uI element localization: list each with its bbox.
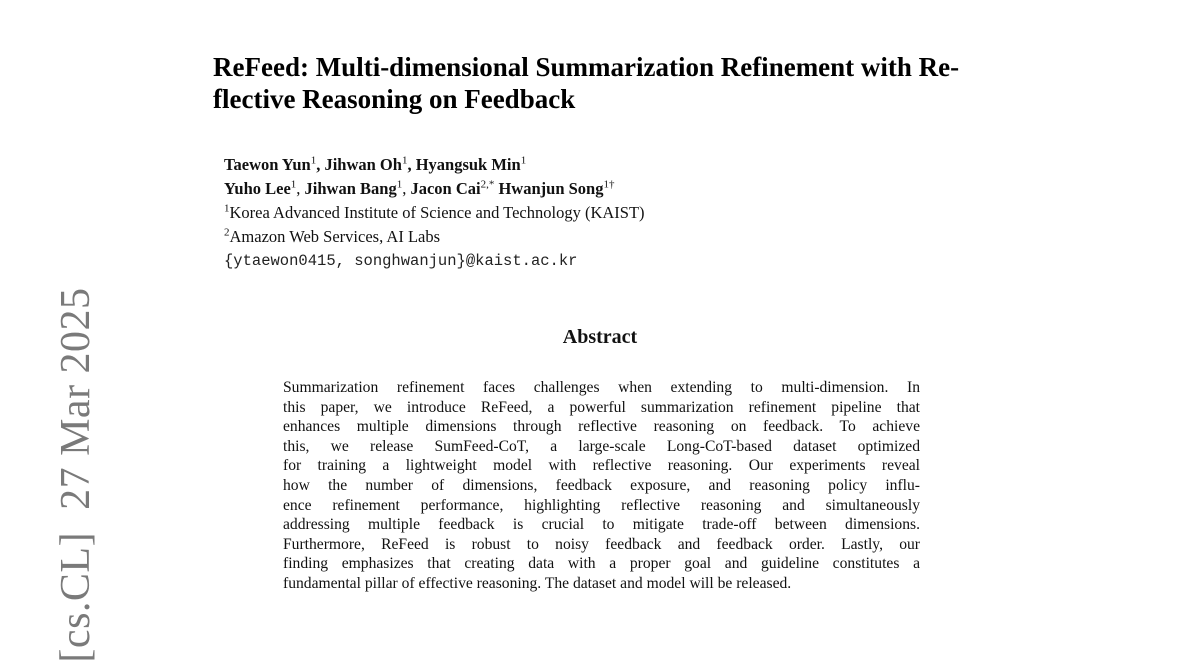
affiliation-text: Korea Advanced Institute of Science and Technology (KAIST) bbox=[229, 203, 645, 222]
author-separator: , bbox=[402, 179, 411, 198]
title-line: ReFeed: Multi-dimensional Summarization Refinement with Re- bbox=[213, 52, 960, 82]
abstract-line: this paper, we introduce ReFeed, a powerful summarization refinement pipeline that bbox=[283, 398, 920, 416]
abstract-line: ence refinement performance, highlighting reflective reasoning and simultaneously bbox=[283, 496, 920, 514]
author-name: Jihwan Oh bbox=[324, 155, 402, 174]
abstract-line: how the number of dimensions, feedback exposure, and reasoning policy influ- bbox=[283, 476, 920, 494]
affiliation-1 bbox=[224, 201, 924, 225]
abstract-line: Furthermore, ReFeed is robust to noisy feedback and feedback order. Lastly, our bbox=[283, 535, 920, 553]
author-name: Jihwan Bang bbox=[304, 179, 397, 198]
author-separator: , bbox=[296, 179, 305, 198]
author-block bbox=[224, 153, 924, 273]
author-separator: , bbox=[407, 155, 416, 174]
paper-title bbox=[213, 51, 1013, 115]
arxiv-date: 27 Mar 2025 bbox=[53, 287, 99, 510]
affiliation-2 bbox=[224, 225, 924, 249]
author-name: Hyangsuk Min bbox=[415, 155, 521, 174]
author-affiliation-mark: 1 bbox=[310, 154, 317, 167]
contact-email: {ytaewon0415, songhwanjun}@kaist.ac.kr bbox=[224, 252, 578, 270]
title-line: flective Reasoning on Feedback bbox=[213, 84, 576, 114]
author-affiliation-mark: 1 bbox=[396, 178, 403, 191]
author-affiliation-mark: 1 bbox=[520, 154, 527, 167]
abstract-line: enhances multiple dimensions through reflective reasoning on feedback. To achieve bbox=[283, 418, 920, 436]
author-name: Hwanjun Song bbox=[498, 179, 604, 198]
arxiv-category: [cs.CL] bbox=[53, 531, 99, 663]
affiliation-mark: 2 bbox=[224, 226, 230, 239]
abstract-body bbox=[283, 378, 920, 594]
author-affiliation-mark: 1 bbox=[290, 178, 297, 191]
author-line-2 bbox=[224, 177, 924, 201]
abstract-line: this, we release SumFeed-CoT, a large-scale Long-CoT-based dataset optimized bbox=[283, 437, 920, 455]
affiliation-mark: 1 bbox=[224, 202, 230, 215]
author-name: Jacon Cai bbox=[410, 179, 481, 198]
abstract-line: fundamental pillar of effective reasoning. The dataset and model will be released. bbox=[283, 574, 792, 592]
author-affiliation-mark: 1 bbox=[401, 154, 408, 167]
affiliation-text: Amazon Web Services, AI Labs bbox=[229, 227, 441, 246]
author-affiliation-mark: 1† bbox=[603, 178, 615, 191]
abstract-line: finding emphasizes that creating data with a proper goal and guideline constitutes a bbox=[283, 555, 920, 573]
author-name: Taewon Yun bbox=[224, 155, 311, 174]
author-line-1 bbox=[224, 153, 924, 177]
abstract-line: addressing multiple feedback is crucial to mitigate trade-off between dimensions. bbox=[283, 516, 920, 534]
author-separator: , bbox=[316, 155, 325, 174]
abstract-heading: Abstract bbox=[562, 326, 638, 348]
author-name: Yuho Lee bbox=[224, 179, 291, 198]
arxiv-stamp bbox=[52, 287, 100, 662]
author-affiliation-mark: 2,* bbox=[480, 178, 495, 191]
abstract-line: Summarization refinement faces challenges when extending to multi-dimension. In bbox=[283, 379, 920, 396]
abstract-line: for training a lightweight model with reflective reasoning. Our experiments reveal bbox=[283, 457, 920, 475]
